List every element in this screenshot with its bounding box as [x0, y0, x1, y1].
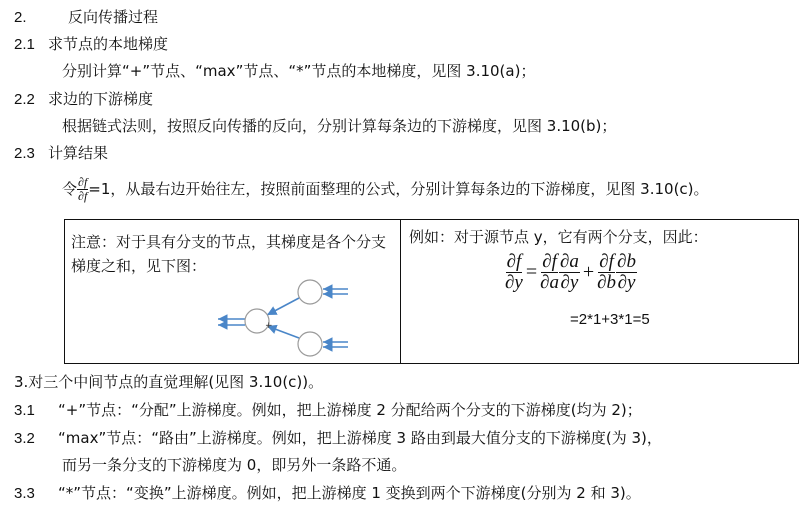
branch-diagram [205, 264, 405, 364]
calc-result: =2*1+3*1=5 [570, 311, 650, 328]
section-2-heading [14, 10, 158, 25]
section-number: 3.2 [14, 430, 35, 447]
term-4-fraction: $\frac{\partial b}{\partial y}$ [617, 251, 636, 293]
section-2-2-body: 根据链式法则，按照反向传播的反向，分别计算每条边的下游梯度，见图 3.10(b)； [62, 117, 617, 135]
section-title: 计算结果 [48, 144, 109, 162]
section-title: 求节点的本地梯度 [48, 35, 169, 53]
equals-sign: = [525, 261, 538, 284]
fraction-numerator: ∂f [78, 175, 88, 189]
chain-rule-formula [505, 252, 637, 293]
section-2-3-body [62, 176, 709, 202]
section-2-2-heading [14, 92, 153, 107]
body-prefix: 令 [62, 179, 78, 198]
section-3-3 [14, 486, 641, 501]
branch-arrow-upper [267, 298, 299, 315]
section-number: 2.3 [14, 145, 35, 162]
derivative-fraction [77, 176, 88, 202]
section-title: 求边的下游梯度 [48, 90, 154, 108]
section-number: 2.1 [14, 36, 35, 53]
note-text: 注意：对于具有分支的节点，其梯度是各个分支梯度之和，见下图： [71, 233, 387, 275]
body-suffix: =1，从最右边开始往左，按照前面整理的公式，分别计算每条边的下游梯度，见图 3.10(c)。 [88, 179, 709, 198]
term-1-fraction: $\frac{\partial f}{\partial a}$ [540, 251, 559, 293]
box-divider [400, 220, 401, 363]
section-3-2 [14, 431, 662, 446]
example-text: 例如：对于源节点 y，它有两个分支，因此： [409, 228, 708, 246]
upper-node [298, 280, 322, 304]
lower-node [298, 332, 322, 356]
section-number: 2.2 [14, 91, 35, 108]
fraction-denominator: ∂f [78, 188, 88, 203]
section-2-1-body: 分别计算“+”节点、“max”节点、“*”节点的本地梯度，见图 3.10(a)； [62, 62, 536, 80]
lhs-fraction: $\frac{\partial f}{\partial y}$ [505, 251, 523, 293]
section-3-1 [14, 403, 642, 418]
section-3-2-continuation: 而另一条分支的下游梯度为 0，即另外一条路不通。 [62, 456, 407, 474]
section-body: “+”节点：“分配”上游梯度。例如，把上游梯度 2 分配给两个分支的下游梯度(均为 2)； [58, 401, 642, 419]
section-body: “max”节点：“路由”上游梯度。例如，把上游梯度 3 路由到最大值分支的下游梯度(为 3)， [58, 429, 662, 447]
section-body: “*”节点：“变换”上游梯度。例如，把上游梯度 1 变换到两个下游梯度(分别为 2 和 3)。 [58, 484, 641, 502]
section-title: 反向传播过程 [68, 8, 159, 26]
term-3-fraction: $\frac{\partial f}{\partial b}$ [597, 251, 617, 293]
section-number: 2. [14, 9, 27, 26]
section-3-heading: 3.对三个中间节点的直觉理解(见图 3.10(c))。 [14, 373, 324, 391]
section-number: 3.1 [14, 402, 35, 419]
section-2-3-heading [14, 146, 108, 161]
section-2-1-heading [14, 37, 168, 52]
section-number: 3.3 [14, 485, 35, 502]
sum-label: + [265, 321, 273, 331]
plus-sign: + [582, 261, 595, 284]
note-box [64, 219, 799, 364]
term-2-fraction: $\frac{\partial a}{\partial y}$ [560, 251, 579, 293]
